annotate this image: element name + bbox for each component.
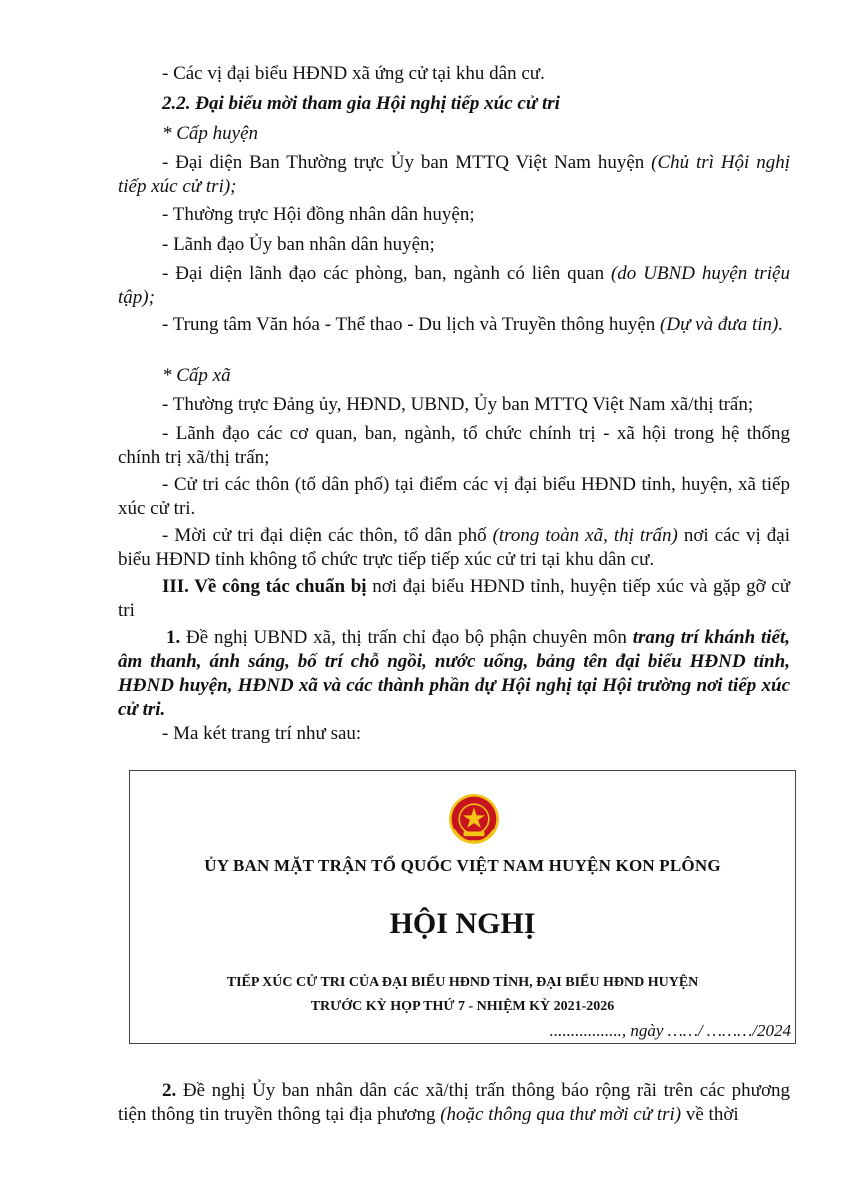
item-thuong-truc-dang-uy: - Thường trực Đảng ủy, HĐND, UBND, Ủy ban MTTQ Việt Nam xã/thị trấn; — [162, 394, 754, 415]
section-iii-heading: III. Về công tác chuẩn bị nơi đại biểu HĐND tỉnh, huyện tiếp xúc và gặp gỡ cử tri — [118, 576, 790, 621]
heading-2-2: 2.2. Đại biểu mời tham gia Hội nghị tiếp xúc cử tri — [162, 93, 560, 114]
item-phong-ban-nganh: - Đại diện lãnh đạo các phòng, ban, ngành có liên quan (do UBND huyện triệu tập); — [118, 263, 790, 308]
item-lanh-dao-ubnd: - Lãnh đạo Ủy ban nhân dân huyện; — [162, 234, 435, 255]
banner-organization: ỦY BAN MẶT TRẬN TỔ QUỐC VIỆT NAM HUYỆN KON PLÔNG — [204, 856, 721, 875]
paragraph-2: 2. Đề nghị Ủy ban nhân dân các xã/thị trấn thông báo rộng rãi trên các phương tiện thông tin truyền thông tại địa phương (hoặc thông qua thư mời cử tri) về thời — [118, 1080, 790, 1125]
paragraph-maket: - Ma két trang trí như sau: — [162, 723, 362, 744]
item-cu-tri-thon: - Cử tri các thôn (tổ dân phố) tại điểm các vị đại biểu HĐND tỉnh, huyện, xã tiếp xúc cử tri. — [118, 474, 790, 519]
decoration-banner-mockup — [129, 770, 796, 1044]
banner-subtitle-2: TRƯỚC KỲ HỌP THỨ 7 - NHIỆM KỲ 2021-2026 — [310, 999, 615, 1014]
paragraph-1: 1. Đề nghị UBND xã, thị trấn chỉ đạo bộ phận chuyên môn trang trí khánh tiết, âm thanh, ánh sáng, bố trí chỗ ngồi, nước uống, bảng tên đại biểu HĐND tỉnh, HĐND huyện, HĐND xã và các thành phần dự Hội nghị tại Hội trường nơi tiếp xúc cử tri. — [118, 627, 790, 720]
label-cap-xa: * Cấp xã — [162, 365, 231, 386]
item-ban-thuong-truc: - Đại diện Ban Thường trực Ủy ban MTTQ Việt Nam huyện (Chủ trì Hội nghị tiếp xúc cử tri); — [118, 152, 790, 197]
item-trung-tam-van-hoa: - Trung tâm Văn hóa - Thể thao - Du lịch và Truyền thông huyện (Dự và đưa tin). — [162, 314, 784, 335]
banner-subtitle-1: TIẾP XÚC CỬ TRI CỦA ĐẠI BIỂU HĐND TỈNH, ĐẠI BIỂU HĐND HUYỆN — [226, 975, 699, 990]
banner-dateline: ................., ngày ……/ ………/2024 — [549, 1021, 791, 1040]
mttq-emblem-icon — [448, 793, 500, 845]
item-moi-cu-tri: - Mời cử tri đại diện các thôn, tổ dân phố (trong toàn xã, thị trấn) nơi các vị đại biểu HĐND tỉnh không tổ chức trực tiếp tiếp xúc cử tri tại khu dân cư. — [118, 525, 790, 570]
banner-conference-title: HỘI NGHỊ — [389, 907, 536, 940]
item-lanh-dao-co-quan: - Lãnh đạo các cơ quan, ban, ngành, tổ chức chính trị - xã hội trong hệ thống chính trị xã/thị trấn; — [118, 423, 790, 468]
item-thuong-truc-hdnd: - Thường trực Hội đồng nhân dân huyện; — [162, 204, 475, 225]
paragraph-hdnd-xa: - Các vị đại biểu HĐND xã ứng cử tại khu dân cư. — [162, 63, 545, 84]
label-cap-huyen: * Cấp huyện — [162, 123, 259, 144]
